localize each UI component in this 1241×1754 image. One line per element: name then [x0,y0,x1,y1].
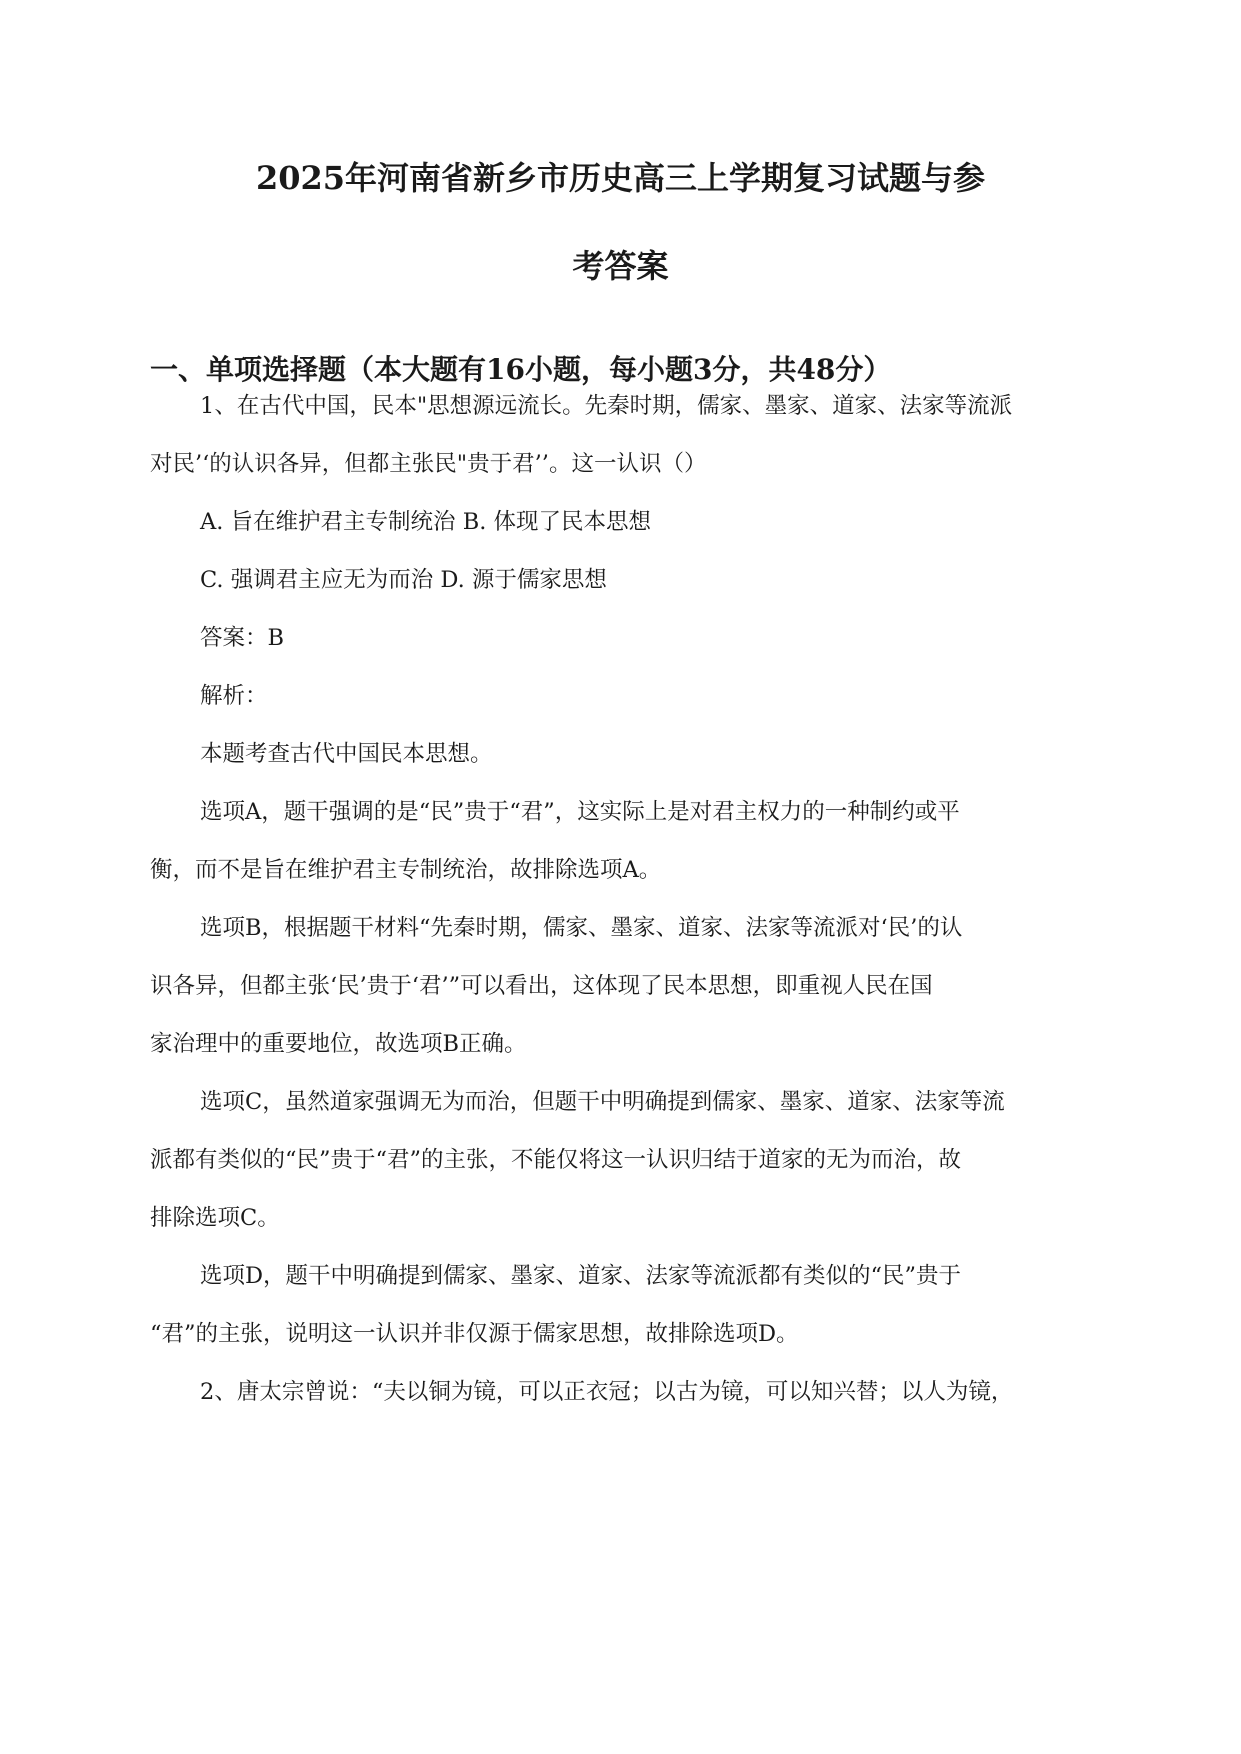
q1-option-b-analysis-line-2: 识各异，但都主张‘民’贵于‘君’”可以看出，这体现了民本思想，即重视人民在国 [150,973,933,999]
q1-option-d-analysis-line-1: 选项D，题干中明确提到儒家、墨家、道家、法家等流派都有类似的“民”贵于 [200,1263,962,1289]
document-title-line-2: 考答案 [572,247,669,285]
q1-options-line-1: A. 旨在维护君主专制统治 B. 体现了民本思想 [200,509,652,535]
q1-option-d-analysis-line-2: “君”的主张，说明这一认识并非仅源于儒家思想，故排除选项D。 [150,1321,799,1347]
q1-option-a-analysis-line-2: 衡，而不是旨在维护君主专制统治，故排除选项A。 [150,857,662,883]
q1-option-b-analysis-line-1: 选项B，根据题干材料“先秦时期，儒家、墨家、道家、法家等流派对‘民’的认 [200,915,963,941]
q1-stem-line-2: 对民’‘的认识各异，但都主张民"贵于君’’。这一认识（） [150,451,707,477]
q1-option-c-analysis-line-1: 选项C，虽然道家强调无为而治，但题干中明确提到儒家、墨家、道家、法家等流 [200,1089,1005,1115]
q1-option-a-analysis-line-1: 选项A，题干强调的是“民”贵于“君”，这实际上是对君主权力的一种制约或平 [200,799,960,825]
document-title-line-1: 2025年河南省新乡市历史高三上学期复习试题与参 [255,159,986,197]
section-heading: 一、单项选择题（本大题有16小题，每小题3分，共48分） [150,353,892,386]
q1-analysis-label: 解析： [200,683,268,709]
q2-stem-line-1: 2、唐太宗曾说：“夫以铜为镜，可以正衣冠；以古为镜，可以知兴替；以人为镜， [200,1379,1014,1405]
q1-stem-line-1: 1、在古代中国，民本"思想源远流长。先秦时期，儒家、墨家、道家、法家等流派 [200,393,1013,419]
q1-answer: 答案：B [200,625,285,651]
q1-options-line-2: C. 强调君主应无为而治 D. 源于儒家思想 [200,567,607,593]
q1-option-c-analysis-line-3: 排除选项C。 [150,1205,280,1231]
q1-option-b-analysis-line-3: 家治理中的重要地位，故选项B正确。 [150,1031,527,1057]
q1-analysis-intro: 本题考查古代中国民本思想。 [200,741,493,767]
q1-option-c-analysis-line-2: 派都有类似的“民”贵于“君”的主张，不能仅将这一认识归结于道家的无为而治，故 [150,1147,962,1173]
